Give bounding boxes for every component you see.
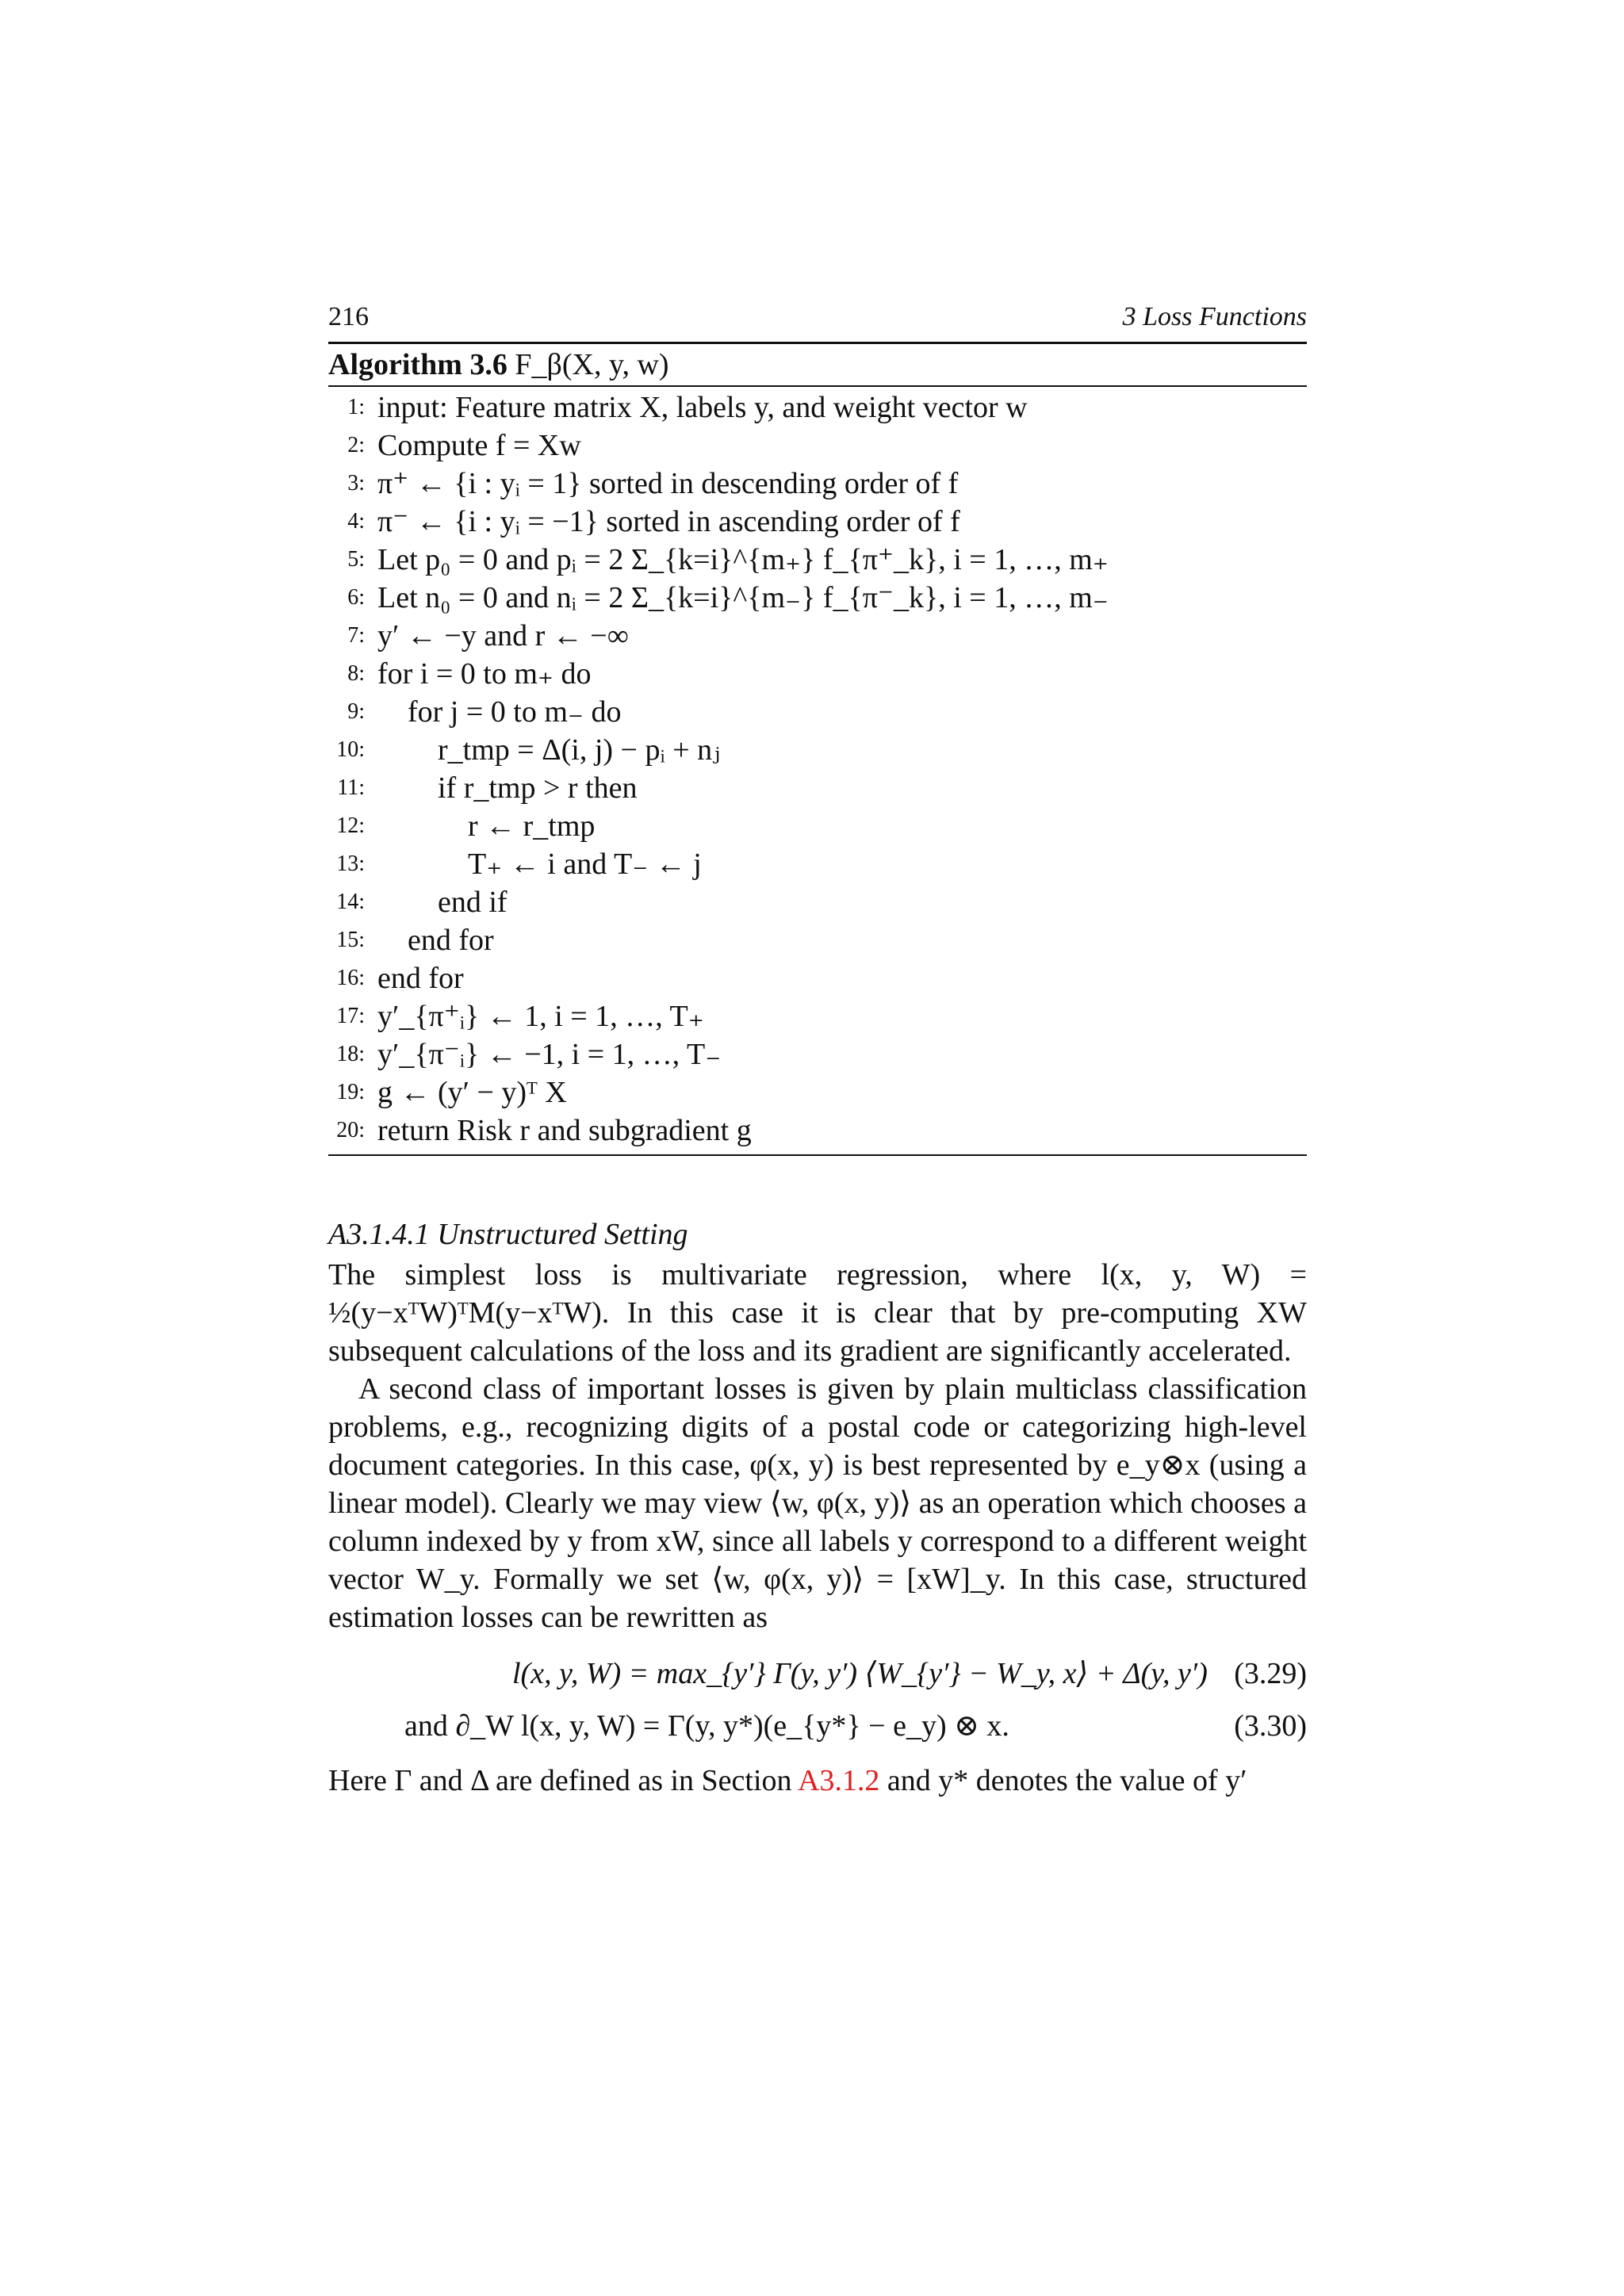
- line-text: π⁺ ← {i : yᵢ = 1} sorted in descending order of f: [377, 467, 959, 500]
- algorithm-line: [328, 1035, 1307, 1073]
- algorithm-line: [328, 503, 1307, 541]
- algorithm-box: [328, 342, 1307, 1156]
- line-number: 17:: [336, 1004, 365, 1028]
- page-number: 216: [328, 302, 369, 331]
- algorithm-line: [328, 845, 1307, 883]
- algorithm-title: [328, 344, 1307, 385]
- algorithm-line: [328, 465, 1307, 503]
- algorithm-line: [328, 769, 1307, 807]
- line-text: end for: [377, 962, 464, 995]
- line-number: 20:: [336, 1118, 365, 1142]
- algorithm-line: [328, 1073, 1307, 1112]
- line-number: 18:: [336, 1042, 365, 1066]
- text-run: and y* denotes the value of y′: [879, 1764, 1247, 1797]
- running-title: 3 Loss Functions: [1122, 302, 1307, 331]
- algorithm-line: [328, 1112, 1307, 1150]
- algorithm-line: [328, 997, 1307, 1035]
- line-number: 6:: [347, 585, 365, 610]
- line-text: T₊ ← i and T₋ ← j: [468, 848, 702, 881]
- line-text: end if: [438, 886, 508, 919]
- line-number: 19:: [336, 1080, 365, 1104]
- line-text: input: Feature matrix X, labels y, and weight vector w: [377, 391, 1028, 424]
- page: [328, 297, 1307, 1800]
- line-text: r ← r_tmp: [468, 809, 596, 843]
- equation-3-30: [328, 1700, 1307, 1752]
- running-header: [328, 297, 1307, 342]
- algorithm-bottom-rule: [328, 1154, 1307, 1156]
- line-text: y′_{π⁻ᵢ} ← −1, i = 1, …, T₋: [377, 1038, 722, 1071]
- paragraph-multiclass: A second class of important losses is given by plain multiclass classification problems, e.g., recognizing digits of a postal code or categorizing high-level document categories. In this case, φ(x, y) is best represented by e_y⊗x (using a linear model). Clearly we may view ⟨w, φ(x, y)⟩ as an operation which chooses a column indexed by y from xW, since all labels y correspond to a different weight vector W_y. Formally we set ⟨w, φ(x, y)⟩ = [xW]_y. In this case, structured estimation losses can be rewritten as: [328, 1372, 1307, 1634]
- line-number: 14:: [336, 890, 365, 914]
- line-text: y′_{π⁺ᵢ} ← 1, i = 1, …, T₊: [377, 1000, 704, 1033]
- line-number: 7:: [347, 623, 365, 648]
- line-number: 2:: [347, 433, 365, 457]
- equation-number: (3.29): [1234, 1657, 1307, 1690]
- algorithm-line: [328, 807, 1307, 845]
- line-text: if r_tmp > r then: [438, 771, 638, 805]
- line-text: for j = 0 to m₋ do: [408, 695, 622, 729]
- algorithm-line: [328, 655, 1307, 693]
- line-number: 12:: [336, 813, 365, 838]
- equation-body: l(x, y, W) = max_{y′} Γ(y, y′) ⟨W_{y′} − W_y, x⟩ + Δ(y, y′): [512, 1657, 1208, 1690]
- text-run: Here Γ and Δ are defined as in Section: [328, 1764, 798, 1797]
- line-text: Let n₀ = 0 and nᵢ = 2 Σ_{k=i}^{m₋} f_{π⁻_k}, i = 1, …, m₋: [377, 581, 1109, 614]
- paragraph-definitions: [328, 1762, 1307, 1800]
- algorithm-line: [328, 541, 1307, 579]
- line-number: 15:: [336, 928, 365, 952]
- section-reference-link[interactable]: A3.1.2: [797, 1764, 880, 1797]
- line-text: for i = 0 to m₊ do: [377, 657, 592, 691]
- section-heading: A3.1.4.1 Unstructured Setting: [328, 1218, 688, 1251]
- algorithm-line: [328, 883, 1307, 921]
- algorithm-signature: F_β(X, y, w): [515, 348, 669, 381]
- equation-number: (3.30): [1234, 1709, 1307, 1743]
- line-text: g ← (y′ − y)ᵀ X: [377, 1076, 567, 1109]
- algorithm-line: [328, 731, 1307, 769]
- algorithm-line: [328, 388, 1307, 427]
- algorithm-line: [328, 579, 1307, 617]
- algorithm-lines: [328, 387, 1307, 1154]
- equation-3-29: [328, 1647, 1307, 1700]
- algorithm-line: [328, 959, 1307, 997]
- line-number: 5:: [347, 547, 365, 572]
- line-number: 16:: [336, 966, 365, 990]
- line-number: 11:: [337, 775, 365, 800]
- line-text: end for: [408, 924, 494, 957]
- equation-body: and ∂_W l(x, y, W) = Γ(y, y*)(e_{y*} − e_y) ⊗ x.: [404, 1709, 1009, 1743]
- algorithm-line: [328, 921, 1307, 959]
- algorithm-line: [328, 427, 1307, 465]
- line-text: Let p₀ = 0 and pᵢ = 2 Σ_{k=i}^{m₊} f_{π⁺_k}, i = 1, …, m₊: [377, 543, 1109, 576]
- line-text: Compute f = Xw: [377, 429, 581, 462]
- line-text: y′ ← −y and r ← −∞: [377, 619, 629, 652]
- line-number: 1:: [347, 395, 365, 419]
- line-number: 13:: [336, 851, 365, 876]
- paragraph-regression: The simplest loss is multivariate regression, where l(x, y, W) = ½(y−xᵀW)ᵀM(y−xᵀW). In this case it is clear that by pre-computing XW subsequent calculations of the loss and its gradient are significantly accelerated.: [328, 1258, 1307, 1368]
- line-number: 10:: [336, 737, 365, 762]
- line-number: 8:: [347, 661, 365, 686]
- line-text: π⁻ ← {i : yᵢ = −1} sorted in ascending order of f: [377, 505, 960, 538]
- line-number: 3:: [347, 471, 365, 496]
- line-number: 9:: [347, 699, 365, 724]
- line-text: r_tmp = Δ(i, j) − pᵢ + nⱼ: [438, 733, 721, 767]
- algorithm-label: Algorithm 3.6: [328, 348, 508, 381]
- line-text: return Risk r and subgradient g: [377, 1114, 752, 1147]
- algorithm-line: [328, 693, 1307, 731]
- line-number: 4:: [347, 509, 365, 534]
- algorithm-line: [328, 617, 1307, 655]
